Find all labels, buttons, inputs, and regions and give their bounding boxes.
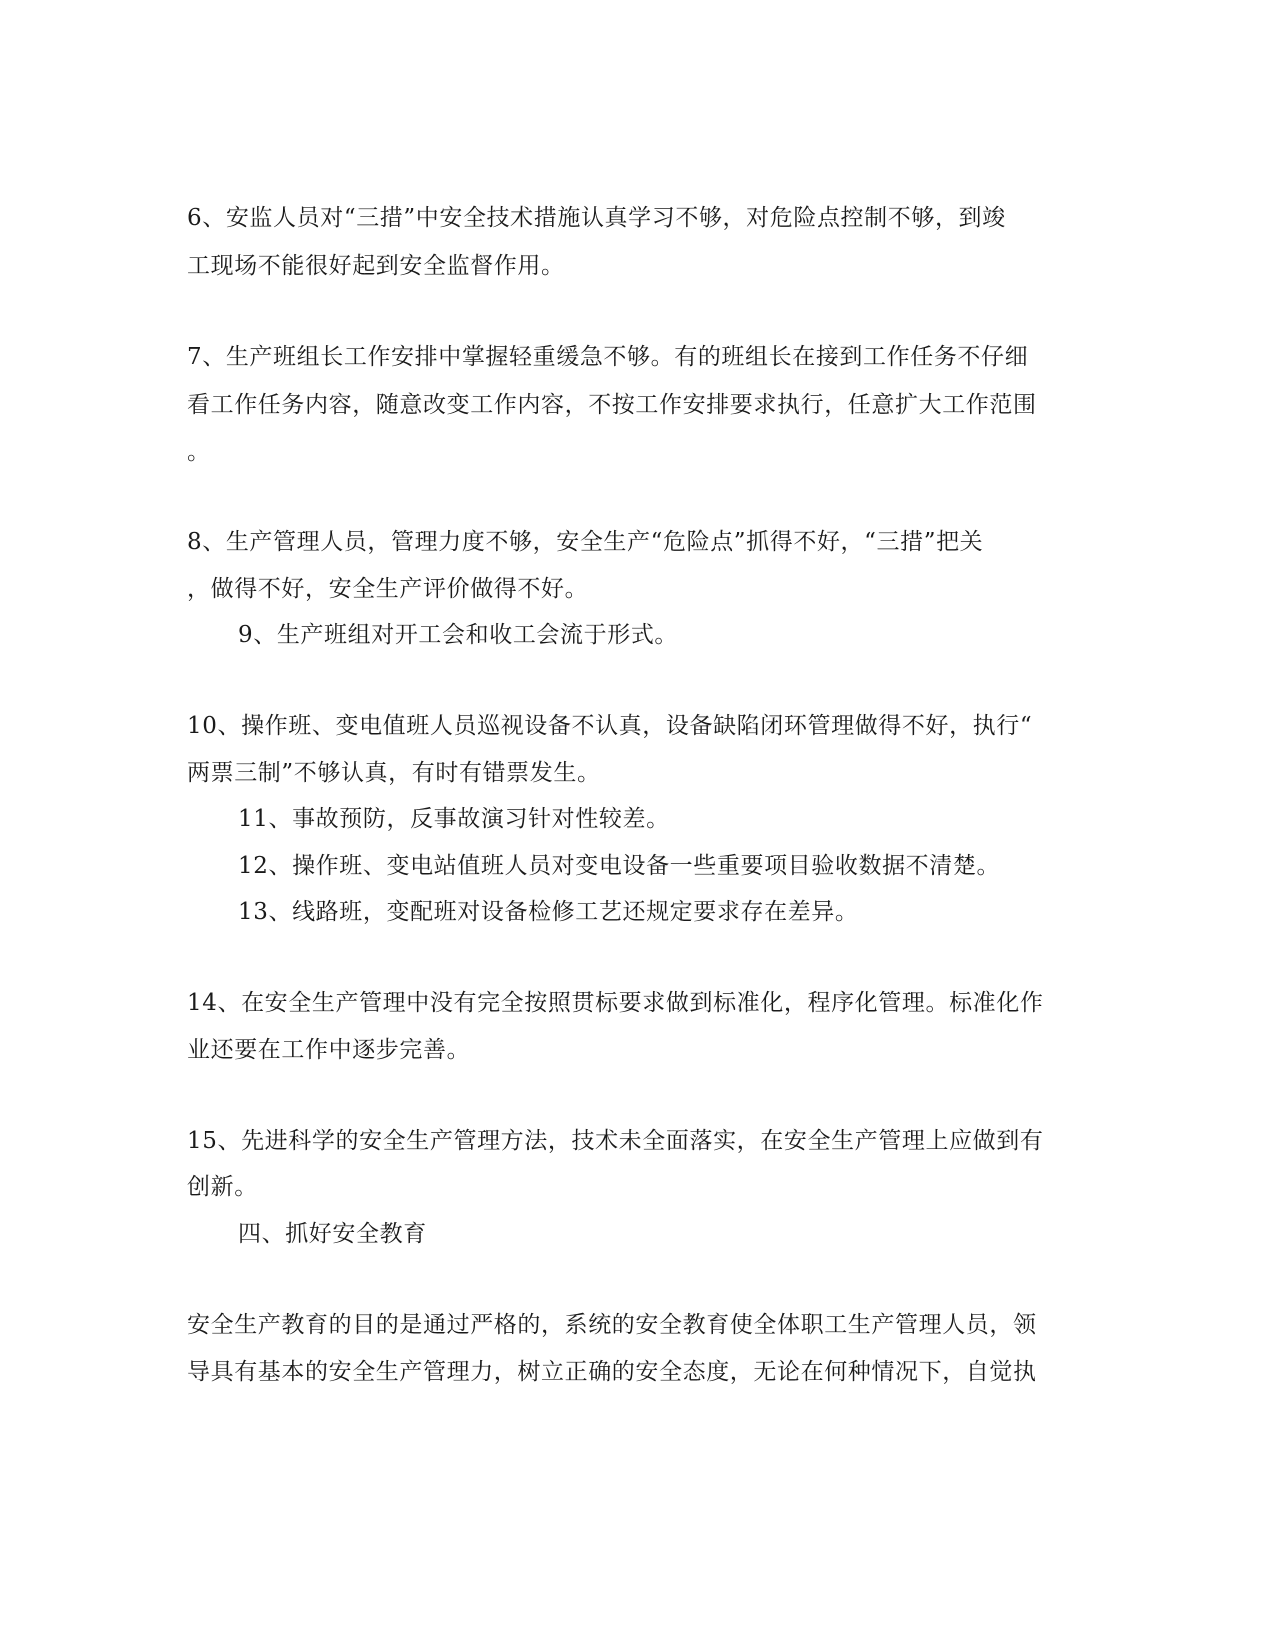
text-line: 11、事故预防，反事故演习针对性较差。 [238, 806, 670, 832]
text-line: 业还要在工作中逐步完善。 [187, 1037, 471, 1063]
text-line: 14、在安全生产管理中没有完全按照贯标要求做到标准化，程序化管理。标准化作 [187, 990, 1044, 1016]
section-heading: 四、抓好安全教育 [238, 1221, 427, 1247]
text-line: 6、安监人员对“三措”中安全技术措施认真学习不够，对危险点控制不够，到竣 [187, 205, 1006, 231]
text-line: ，做得不好，安全生产评价做得不好。 [187, 576, 589, 602]
text-line: 12、操作班、变电站值班人员对变电设备一些重要项目验收数据不清楚。 [238, 853, 1001, 879]
text-line: 8、生产管理人员，管理力度不够，安全生产“危险点”抓得不好，“三措”把关 [187, 529, 984, 555]
text-line: 安全生产教育的目的是通过严格的，系统的安全教育使全体职工生产管理人员，领 [187, 1312, 1037, 1338]
text-line: 两票三制”不够认真，有时有错票发生。 [187, 760, 601, 786]
text-line: 15、先进科学的安全生产管理方法，技术未全面落实，在安全生产管理上应做到有 [187, 1128, 1044, 1154]
text-line: 。 [187, 439, 211, 465]
text-line: 工现场不能很好起到安全监督作用。 [187, 253, 565, 279]
text-line: 看工作任务内容，随意改变工作内容，不按工作安排要求执行，任意扩大工作范围 [187, 392, 1037, 418]
text-line: 创新。 [187, 1174, 258, 1200]
text-line: 13、线路班，变配班对设备检修工艺还规定要求存在差异。 [238, 899, 859, 925]
text-line: 10、操作班、变电值班人员巡视设备不认真，设备缺陷闭环管理做得不好，执行“ [187, 713, 1033, 739]
text-line: 7、生产班组长工作安排中掌握轻重缓急不够。有的班组长在接到工作任务不仔细 [187, 344, 1029, 370]
text-line: 9、生产班组对开工会和收工会流于形式。 [238, 622, 679, 648]
text-line: 导具有基本的安全生产管理力，树立正确的安全态度，无论在何种情况下，自觉执 [187, 1359, 1037, 1385]
